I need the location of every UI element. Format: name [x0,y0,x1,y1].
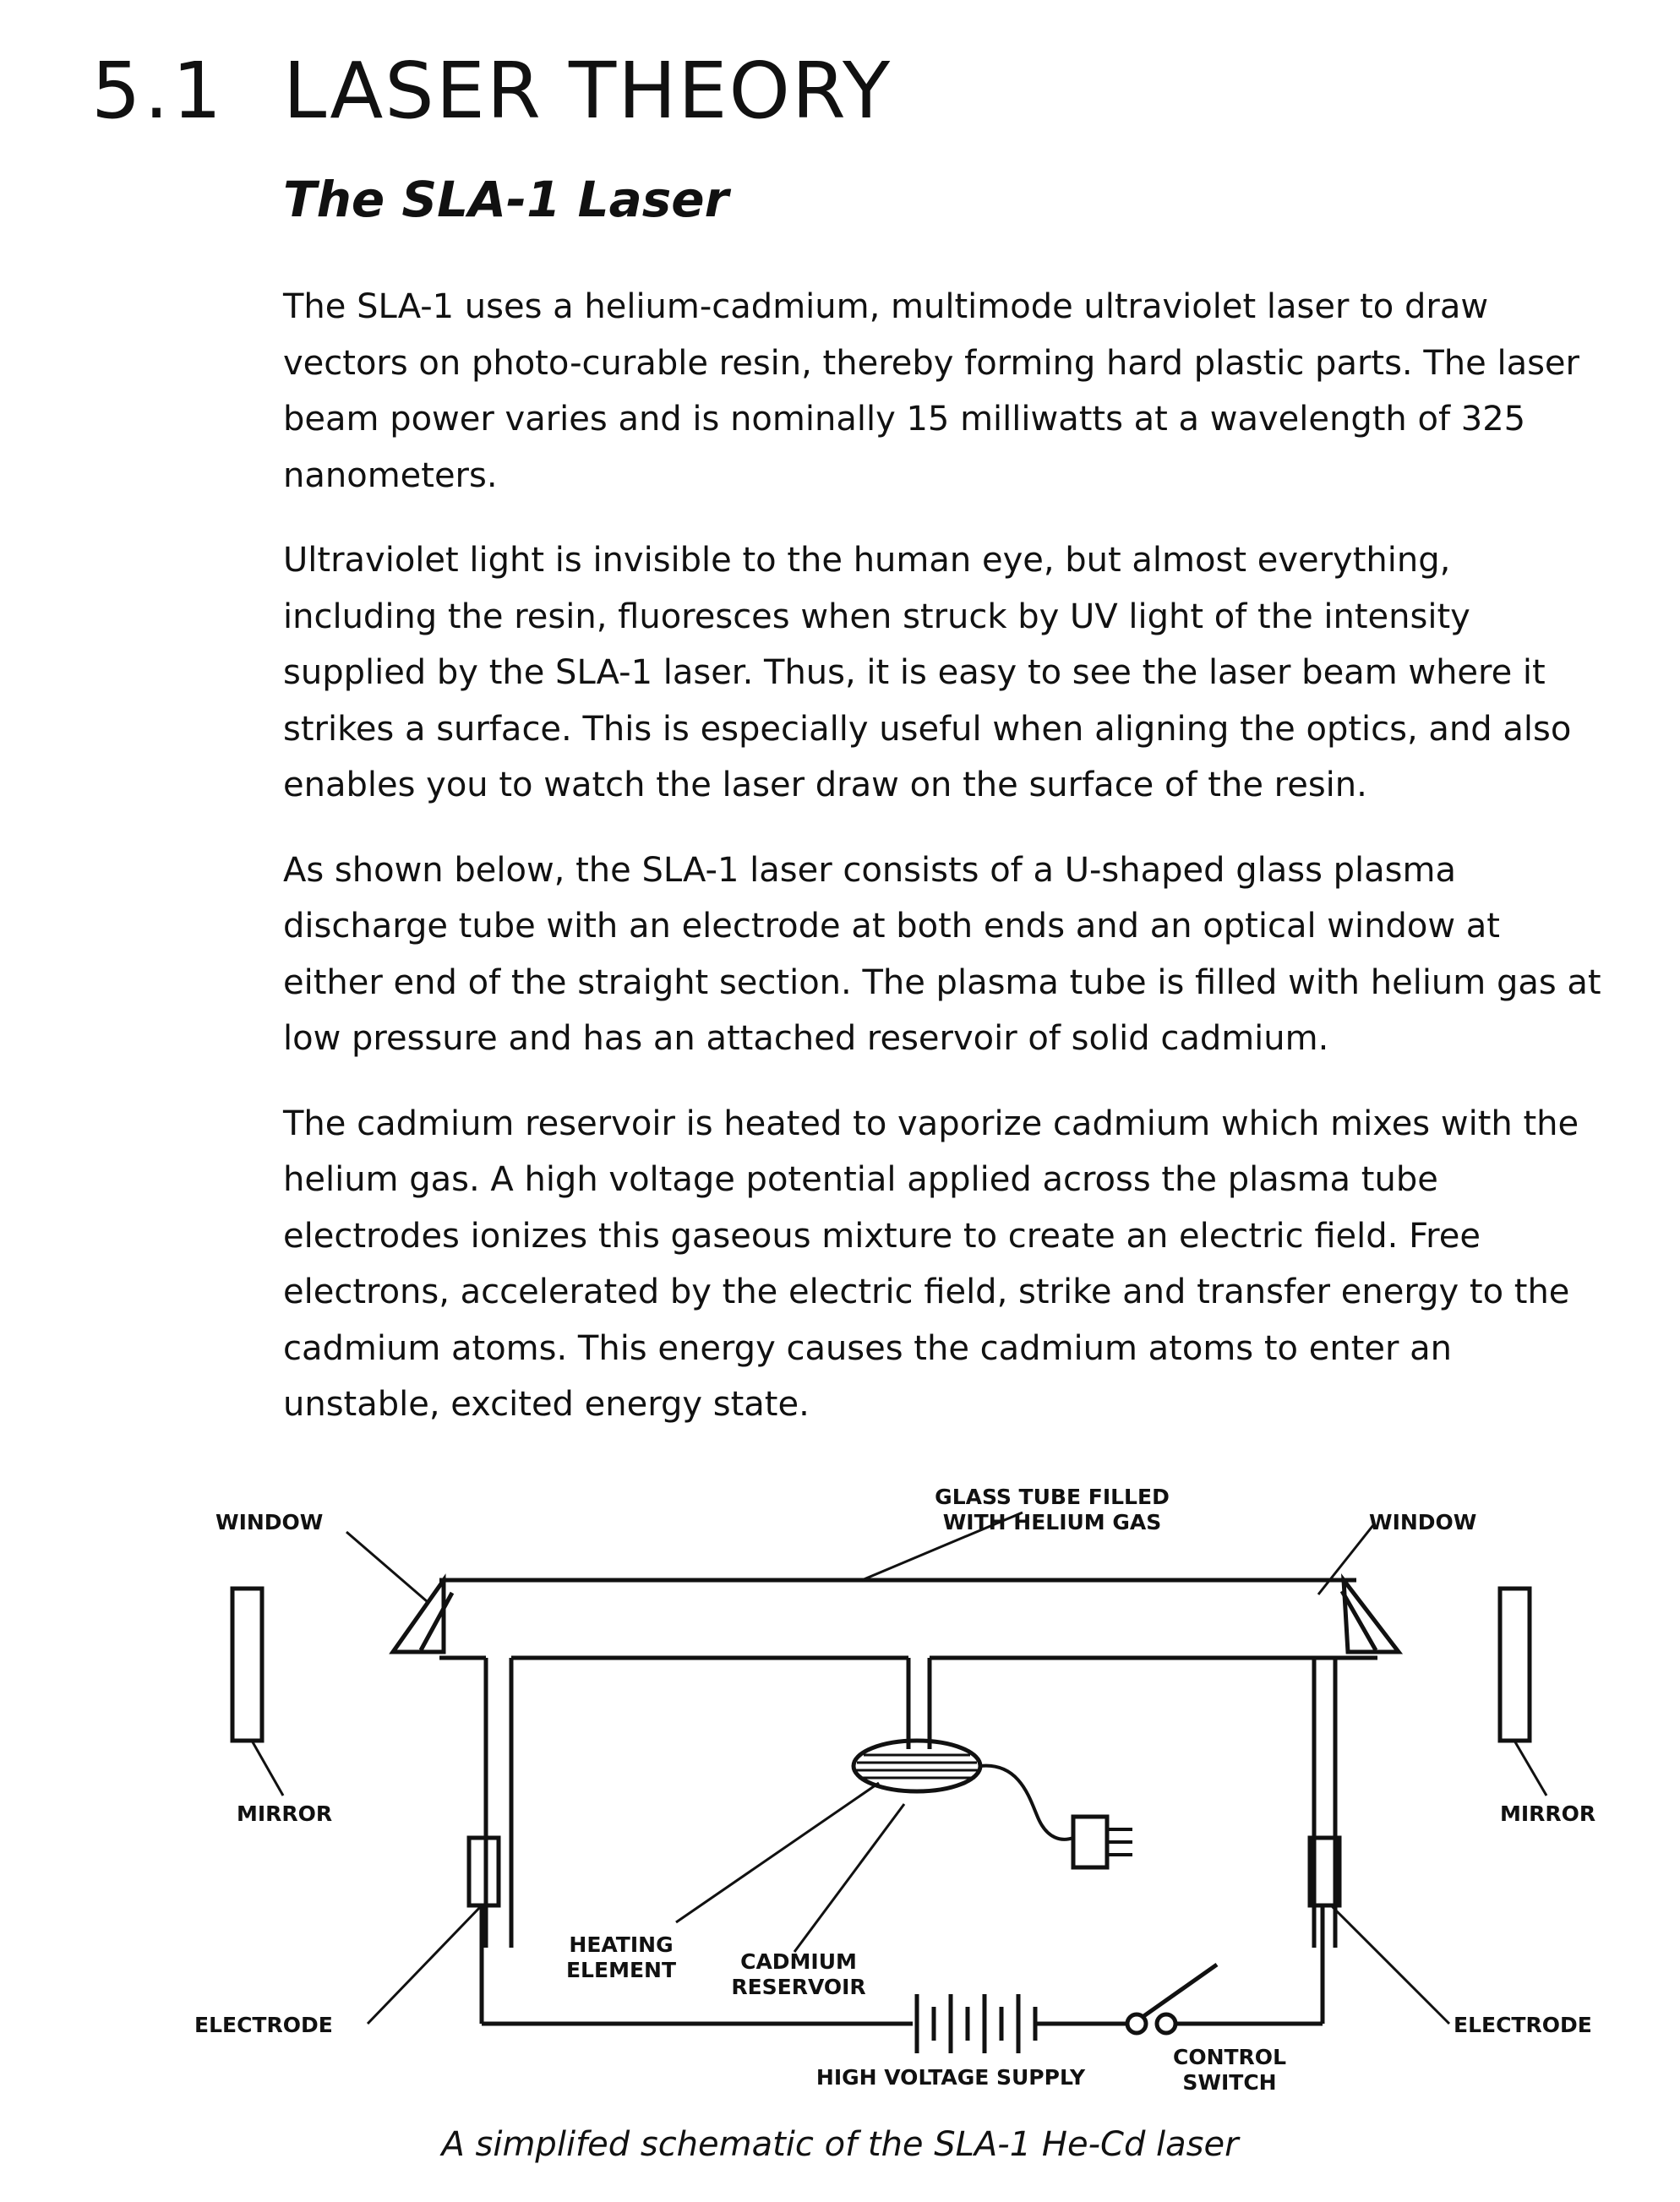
mirror-left [232,1589,262,1741]
label-switch-1: CONTROL [1173,2045,1286,2069]
label-heating-1: HEATING [569,1932,673,1957]
label-electrode-left: ELECTRODE [194,2013,333,2037]
paragraph: As shown below, the SLA-1 laser consists of a U-shaped glass plasma discharge tube with an electrode at both ends and an optical window at either end of the straight section. The plasma tube is filled with helium gas at low pressure and has an attached reservoir of solid cadmium. [283,842,1601,1067]
label-hv-supply: HIGH VOLTAGE SUPPLY [816,2065,1086,2090]
paragraph: The cadmium reservoir is heated to vaporize cadmium which mixes with the helium gas. A high voltage potential applied across the plasma tube electrodes ionizes this gaseous mixture to create an electric field. Free electrons, accelerated by the electric field, strike and transfer energy to the cadmium atoms. This energy causes the cadmium atoms to enter an unstable, excited energy state. [283,1096,1601,1433]
cadmium-reservoir [854,1741,980,1791]
mirror-right [1500,1589,1530,1741]
high-voltage-supply [917,1994,1035,2053]
heater-plug [1073,1817,1107,1867]
body-text [283,279,1601,1462]
section-number: 5.1 [91,52,225,130]
label-cadmium-2: RESERVOIR [731,1975,865,1999]
label-mirror-left: MIRROR [237,1801,332,1826]
label-glass-tube-2: WITH HELIUM GAS [943,1510,1162,1534]
label-switch-2: SWITCH [1182,2070,1276,2091]
subsection-title: The SLA-1 Laser [283,173,728,227]
laser-schematic [152,1483,1606,2091]
figure-caption: A simplifed schematic of the SLA-1 He-Cd laser [0,2125,1680,2164]
label-window-right: WINDOW [1369,1510,1476,1534]
label-electrode-right: ELECTRODE [1454,2013,1592,2037]
window-left [393,1580,444,1652]
paragraph: Ultraviolet light is invisible to the human eye, but almost everything, including the resin, fluoresces when struck by UV light of the intensity supplied by the SLA-1 laser. Thus, it is easy to see the laser beam where it strikes a surface. This is especially useful when aligning the optics, and also enables you to watch the laser draw on the surface of the resin. [283,532,1601,814]
label-cadmium-1: CADMIUM [740,1949,857,1974]
laser-schematic-svg [152,1483,1606,2091]
label-heating-2: ELEMENT [566,1958,676,1982]
section-title: LASER THEORY [283,52,892,130]
label-glass-tube-1: GLASS TUBE FILLED [935,1485,1170,1509]
paragraph: The SLA-1 uses a helium-cadmium, multimode ultraviolet laser to draw vectors on photo-curable resin, thereby forming hard plastic parts. The laser beam power varies and is nominally 15 milliwatts at a wavelength of 325 nanometers. [283,279,1601,504]
label-mirror-right: MIRROR [1500,1801,1595,1826]
label-window-left: WINDOW [215,1510,323,1534]
